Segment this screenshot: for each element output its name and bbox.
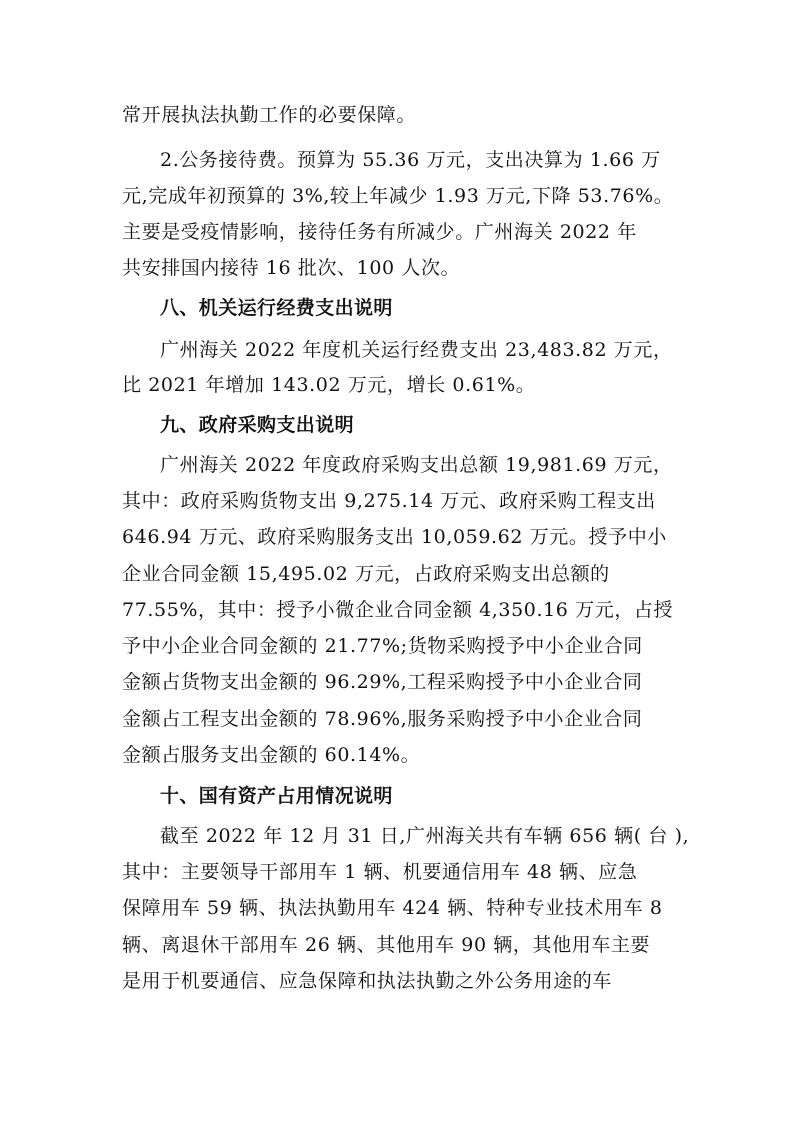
paragraph-line: 646.94 万元、政府采购服务支出 10,059.62 万元。授予中小 [122, 526, 667, 548]
paragraph-line: 常开展执法执勤工作的必要保障。 [122, 104, 417, 126]
paragraph-line: 比 2021 年增加 143.02 万元，增长 0.61%。 [122, 374, 536, 396]
paragraph-line: 企业合同金额 15,495.02 万元，占政府采购支出总额的 [122, 563, 610, 585]
paragraph-line: 元,完成年初预算的 3%,较上年减少 1.93 万元,下降 53.76%。 [122, 185, 674, 207]
paragraph-line: 金额占货物支出金额的 96.29%,工程采购授予中小企业合同 [122, 671, 643, 693]
paragraph-line: 其中：主要领导干部用车 1 辆、机要通信用车 48 辆、应急 [122, 861, 638, 883]
paragraph-line: 广州海关 2022 年度机关运行经费支出 23,483.82 万元， [160, 339, 673, 361]
paragraph-line: 其中：政府采购货物支出 9,275.14 万元、政府采购工程支出 [122, 490, 656, 512]
paragraph-line: 77.55%，其中：授予小微企业合同金额 4,350.16 万元，占授 [122, 599, 674, 621]
paragraph-line: 金额占服务支出金额的 60.14%。 [122, 744, 421, 766]
paragraph-line: 予中小企业合同金额的 21.77%;货物采购授予中小企业合同 [122, 635, 643, 657]
paragraph-line: 金额占工程支出金额的 78.96%,服务采购授予中小企业合同 [122, 708, 643, 730]
paragraph-line: 辆、离退休干部用车 26 辆、其他用车 90 辆，其他用车主要 [122, 934, 651, 956]
paragraph-line: 2.公务接待费。预算为 55.36 万元，支出决算为 1.66 万 [160, 149, 661, 171]
section-heading: 八、机关运行经费支出说明 [160, 297, 393, 319]
paragraph-line: 截至 2022 年 12 月 31 日,广州海关共有车辆 656 辆( 台 ), [160, 825, 690, 847]
paragraph-line: 是用于机要通信、应急保障和执法执勤之外公务用途的车 [122, 970, 613, 992]
paragraph-line: 共安排国内接待 16 批次、100 人次。 [122, 257, 461, 279]
paragraph-line: 广州海关 2022 年度政府采购支出总额 19,981.69 万元， [160, 454, 673, 476]
paragraph-line: 主要是受疫情影响，接待任务有所减少。广州海关 2022 年 [122, 221, 637, 243]
section-heading: 十、国有资产占用情况说明 [160, 785, 393, 807]
paragraph-line: 保障用车 59 辆、执法执勤用车 424 辆、特种专业技术用车 8 [122, 897, 663, 919]
section-heading: 九、政府采购支出说明 [160, 414, 355, 436]
